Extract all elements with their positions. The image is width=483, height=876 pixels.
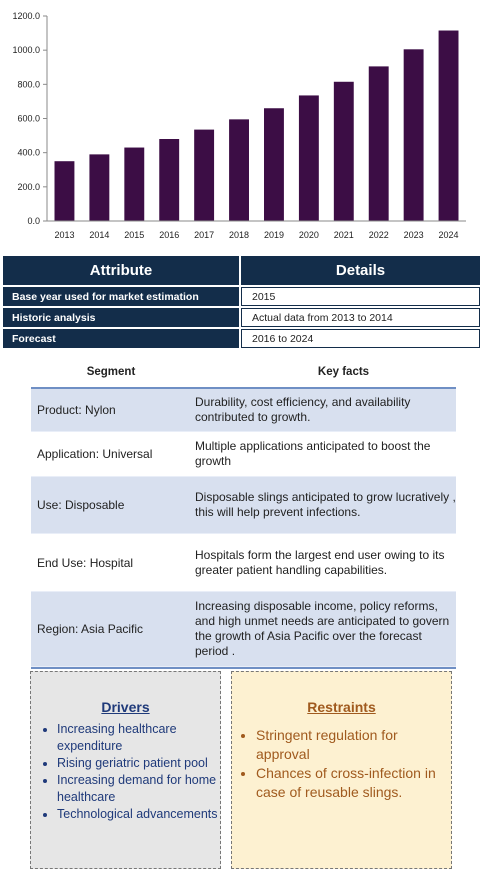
- bar-2023: [404, 49, 424, 221]
- bar-chart: [0, 0, 483, 250]
- bar-2020: [299, 95, 319, 221]
- x-tick-label: 2023: [403, 230, 424, 240]
- segment-facts: Multiple applications anticipated to boost the growth: [195, 439, 431, 468]
- attribute-value: Actual data from 2013 to 2014: [241, 308, 480, 327]
- bar-2021: [334, 82, 354, 221]
- segment-name: Region: Asia Pacific: [37, 622, 144, 636]
- bar-2013: [55, 161, 75, 221]
- x-tick-label: 2020: [298, 230, 319, 240]
- y-tick-label: 1000.0: [12, 45, 40, 56]
- x-tick-label: 2014: [89, 230, 110, 240]
- x-axis: [47, 221, 466, 240]
- segment-row: [31, 534, 456, 592]
- segment-table-bottom-rule: [31, 667, 456, 669]
- driver-item: • Increasing demand for home healthcare: [57, 772, 220, 806]
- drivers-list: [31, 721, 220, 823]
- attribute-row: [3, 329, 480, 348]
- attribute-row: [3, 308, 480, 327]
- details-header: Details: [241, 256, 480, 285]
- x-tick-label: 2013: [54, 230, 75, 240]
- bar-2014: [89, 154, 109, 221]
- x-tick-label: 2018: [229, 230, 250, 240]
- attribute-header: Attribute: [3, 256, 239, 285]
- bar-2017: [194, 130, 214, 221]
- segment-row: [31, 432, 456, 477]
- y-tick-label: 400.0: [17, 147, 40, 158]
- attribute-row: [3, 287, 480, 306]
- segment-row: [31, 389, 456, 432]
- bar-2018: [229, 119, 249, 221]
- attribute-value: 2015: [241, 287, 480, 306]
- segment-name: End Use: Hospital: [37, 555, 134, 570]
- x-tick-label: 2019: [263, 230, 284, 240]
- y-tick-label: 1200.0: [12, 11, 40, 21]
- bars: [55, 31, 459, 221]
- attribute-table: [3, 256, 480, 348]
- y-tick-label: 0.0: [27, 216, 40, 226]
- key-facts-header: Key facts: [317, 365, 370, 378]
- attribute-key: Base year used for market estimation: [3, 287, 239, 306]
- restraints-title: Restraints: [307, 699, 376, 715]
- segment-facts: Durability, cost efficiency, and availability contributed to growth.: [195, 395, 411, 424]
- y-axis: [12, 11, 47, 226]
- y-tick-label: 200.0: [17, 181, 40, 192]
- segment-table: [31, 356, 456, 669]
- restraint-item: • Stringent regulation for approval: [256, 726, 451, 764]
- drivers-title: Drivers: [101, 699, 150, 715]
- restraints-list: [232, 726, 451, 802]
- attribute-table-header: [3, 256, 480, 285]
- x-tick-label: 2021: [333, 230, 354, 240]
- segment-name: Application: Universal: [37, 447, 153, 461]
- attribute-key: Forecast: [3, 329, 239, 348]
- driver-item: • Technological advancements: [57, 806, 220, 823]
- restraints-box: [231, 671, 452, 869]
- segment-row: [31, 592, 456, 667]
- x-tick-label: 2022: [368, 230, 389, 240]
- bar-2024: [439, 31, 459, 221]
- segment-table-header: [31, 356, 456, 389]
- bar-2022: [369, 66, 389, 221]
- driver-item: • Rising geriatric patient pool: [57, 755, 220, 772]
- segment-facts: Increasing disposable income, policy reforms, and high unmet needs are anticipated to govern the growth of Asia Pacific over the forecast period .: [195, 599, 450, 658]
- segment-facts: Disposable slings anticipated to grow lucratively , this will help prevent infections.: [195, 490, 456, 519]
- bar-2016: [159, 139, 179, 221]
- drivers-box: [30, 671, 221, 869]
- x-tick-label: 2015: [124, 230, 145, 240]
- x-tick-label: 2017: [194, 230, 215, 240]
- bar-2015: [124, 148, 144, 221]
- segment-name: Use: Disposable: [37, 498, 125, 512]
- driver-item: • Increasing healthcare expenditure: [57, 721, 220, 755]
- segment-header: Segment: [86, 365, 136, 378]
- x-tick-label: 2024: [438, 230, 459, 240]
- bar-2019: [264, 108, 284, 221]
- y-tick-label: 600.0: [17, 113, 40, 124]
- segment-row: [31, 477, 456, 534]
- y-tick-label: 800.0: [17, 79, 40, 90]
- x-tick-label: 2016: [159, 230, 180, 240]
- segment-name: Product: Nylon: [37, 403, 116, 417]
- segment-facts: Hospitals form the largest end user owing to its greater patient handling capabilities.: [195, 547, 445, 577]
- attribute-value: 2016 to 2024: [241, 329, 480, 348]
- attribute-key: Historic analysis: [3, 308, 239, 327]
- restraint-item: • Chances of cross-infection in case of reusable slings.: [256, 764, 451, 802]
